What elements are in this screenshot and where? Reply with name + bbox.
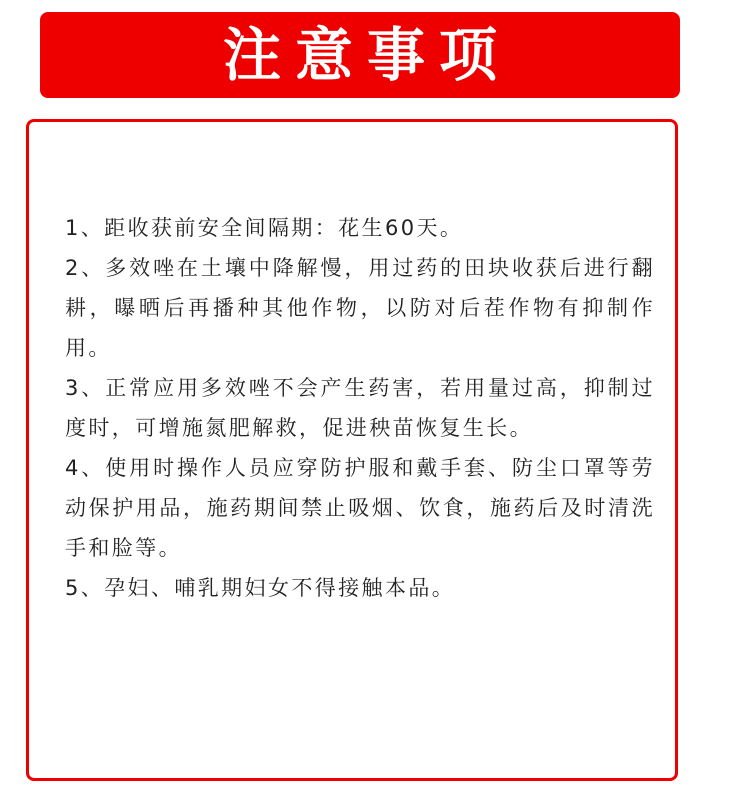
notice-item-2: 2、多效唑在土壤中降解慢，用过药的田块收获后进行翻耕，曝晒后再播种其他作物，以防对后茬作物有抑制作用。: [65, 256, 655, 360]
notice-item-1: 1、距收获前安全间隔期：花生60天。: [65, 216, 464, 240]
title-banner: [40, 12, 680, 98]
notice-box: [26, 119, 678, 781]
notice-item-3: 3、正常应用多效唑不会产生药害，若用量过高，抑制过度时，可增施氮肥解救，促进秧苗恢复生长。: [65, 376, 655, 440]
page-title: 注意事项: [222, 21, 511, 89]
notice-item-5: 5、孕妇、哺乳期妇女不得接触本品。: [65, 576, 456, 600]
notice-item-4: 4、使用时操作人员应穿防护服和戴手套、防尘口罩等劳动保护用品，施药期间禁止吸烟、饮食，施药后及时清洗手和脸等。: [65, 456, 655, 560]
notice-list: [65, 208, 655, 608]
